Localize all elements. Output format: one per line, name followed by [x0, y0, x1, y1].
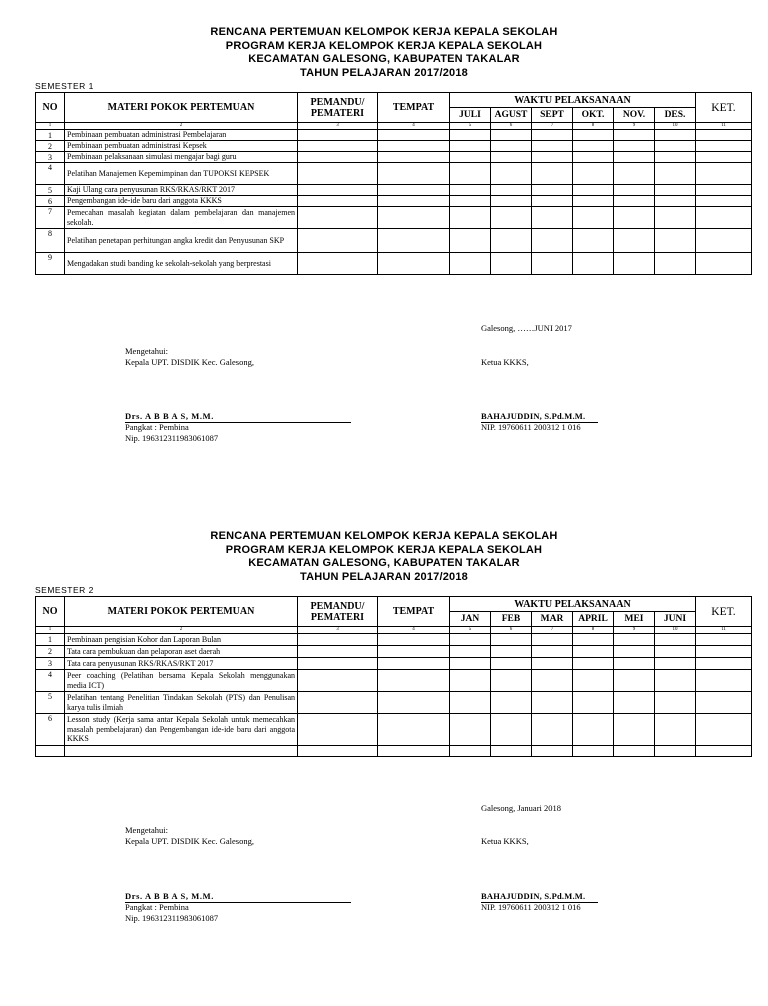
signatory-nip: Nip. 196312311983061087 [125, 913, 219, 923]
header-no: NO [36, 597, 65, 627]
header-ket: KET. [696, 597, 752, 627]
row-materi: Lesson study (Kerja sama antar Kepala Sekolah untuk memecahkan masalah pembelajaran) dan Pengembangan ide-ide baru dari anggota KKKS [65, 714, 298, 746]
signatory-name: BAHAJUDDIN, S.Pd.M.M. [481, 411, 586, 421]
month-header: JAN [450, 612, 491, 627]
row-number: 5 [36, 185, 65, 196]
header-waktu: WAKTU PELAKSANAAN [450, 597, 696, 612]
row-number: 4 [36, 163, 65, 185]
signature-line [125, 422, 351, 423]
title-line-4: TAHUN PELAJARAN 2017/2018 [299, 570, 469, 583]
signatory-name: Drs. A B B A S, M.M. [125, 891, 214, 901]
title-line-3: KECAMATAN GALESONG, KABUPATEN TAKALAR [248, 53, 520, 65]
column-index: 3 [298, 627, 378, 634]
month-header: NOV. [614, 108, 655, 123]
column-index-row [36, 627, 752, 634]
row-number: 3 [36, 658, 65, 670]
column-index: 11 [696, 123, 752, 130]
semester-1-section [0, 26, 768, 443]
column-index: 8 [573, 123, 614, 130]
month-header: AGUST [491, 108, 532, 123]
row-number: 6 [36, 714, 65, 746]
header-no: NO [36, 93, 65, 123]
row-materi: Pembinaan pengisian Kohor dan Laporan Bulan [65, 634, 298, 646]
signature-line [481, 902, 598, 903]
table-row [36, 746, 752, 757]
left-signatory [125, 411, 218, 444]
signatory-rank: Pangkat : Pembina [125, 902, 189, 912]
table-row [36, 163, 752, 185]
column-index: 2 [65, 123, 298, 130]
month-header: DES. [655, 108, 696, 123]
row-number: 4 [36, 670, 65, 692]
chairman-title: Ketua KKKS, [481, 836, 529, 846]
table-row [36, 646, 752, 658]
semester-2-section [0, 530, 768, 923]
month-header: SEPT [532, 108, 573, 123]
acknowledged-label: Mengetahui: [125, 825, 168, 835]
acknowledgement-block [125, 825, 254, 847]
place-date: Galesong, ……JUNI 2017 [481, 323, 572, 333]
row-number: 1 [36, 634, 65, 646]
row-number [36, 746, 65, 757]
table-row [36, 253, 752, 275]
column-index: 9 [614, 627, 655, 634]
column-index: 5 [450, 627, 491, 634]
acknowledgement-block [125, 346, 254, 368]
title-line-1: RENCANA PERTEMUAN KELOMPOK KERJA KEPALA SEKOLAH [210, 26, 558, 38]
header-pemandu: PEMANDU/ PEMATERI [298, 597, 378, 627]
row-materi: Kaji Ulang cara penyusunan RKS/RKAS/RKT 2017 [65, 185, 298, 196]
column-index: 10 [655, 627, 696, 634]
month-header: MAR [532, 612, 573, 627]
left-signatory [125, 891, 218, 924]
month-header: JUNI [655, 612, 696, 627]
header-materi: MATERI POKOK PERTEMUAN [65, 93, 298, 123]
acknowledger-position: Kepala UPT. DISDIK Kec. Galesong, [125, 836, 254, 846]
document-title [0, 530, 768, 584]
table-row [36, 658, 752, 670]
column-index: 4 [378, 627, 450, 634]
meeting-plan-table [35, 596, 752, 757]
chairman-title: Ketua KKKS, [481, 357, 529, 367]
table-row [36, 207, 752, 229]
signatory-name: BAHAJUDDIN, S.Pd.M.M. [481, 891, 586, 901]
row-materi: Pembinaan pembuatan administrasi Kepsek [65, 141, 298, 152]
column-index: 4 [378, 123, 450, 130]
table-row [36, 141, 752, 152]
table-row [36, 130, 752, 141]
table-row [36, 670, 752, 692]
row-materi: Pelatihan penetapan perhitungan angka kredit dan Penyusunan SKP [65, 229, 298, 253]
table-row [36, 185, 752, 196]
row-materi: Pembinaan pembuatan administrasi Pembelajaran [65, 130, 298, 141]
month-header: APRIL [573, 612, 614, 627]
signatory-nip: NIP. 19760611 200312 1 016 [481, 902, 581, 912]
table-row [36, 152, 752, 163]
table-row [36, 692, 752, 714]
semester-label: SEMESTER 1 [35, 81, 94, 91]
row-number: 8 [36, 229, 65, 253]
column-index: 1 [36, 123, 65, 130]
table-row [36, 634, 752, 646]
title-line-2: PROGRAM KERJA KELOMPOK KERJA KEPALA SEKOLAH [225, 543, 543, 556]
header-tempat: TEMPAT [378, 597, 450, 627]
row-number: 2 [36, 141, 65, 152]
table-row [36, 196, 752, 207]
document-title [0, 26, 768, 80]
row-materi: Tata cara pembukuan dan pelaporan aset daerah [65, 646, 298, 658]
header-waktu: WAKTU PELAKSANAAN [450, 93, 696, 108]
month-header: JULI [450, 108, 491, 123]
column-index: 6 [491, 627, 532, 634]
semester-label: SEMESTER 2 [35, 585, 94, 595]
column-index: 7 [532, 123, 573, 130]
column-index: 3 [298, 123, 378, 130]
column-index: 6 [491, 123, 532, 130]
column-index: 9 [614, 123, 655, 130]
meeting-plan-table [35, 92, 752, 275]
month-header: OKT. [573, 108, 614, 123]
table-row [36, 714, 752, 746]
row-number: 5 [36, 692, 65, 714]
signature-line [481, 422, 598, 423]
title-line-1: RENCANA PERTEMUAN KELOMPOK KERJA KEPALA SEKOLAH [210, 530, 558, 542]
row-materi: Tata cara penyusunan RKS/RKAS/RKT 2017 [65, 658, 298, 670]
row-materi: Pembinaan pelaksanaan simulasi mengajar bagi guru [65, 152, 298, 163]
row-materi: Mengadakan studi banding ke sekolah-sekolah yang berprestasi [65, 253, 298, 275]
row-number: 7 [36, 207, 65, 229]
title-line-4: TAHUN PELAJARAN 2017/2018 [299, 66, 469, 79]
header-ket: KET. [696, 93, 752, 123]
row-materi: Pengembangan ide-ide baru dari anggota KKKS [65, 196, 298, 207]
month-header: MEI [614, 612, 655, 627]
column-index: 5 [450, 123, 491, 130]
column-index: 1 [36, 627, 65, 634]
header-pemandu: PEMANDU/ PEMATERI [298, 93, 378, 123]
row-number: 3 [36, 152, 65, 163]
row-number: 6 [36, 196, 65, 207]
header-materi: MATERI POKOK PERTEMUAN [65, 597, 298, 627]
column-index: 8 [573, 627, 614, 634]
row-materi: Pelatihan tentang Penelitian Tindakan Sekolah (PTS) dan Penulisan karya tulis ilmiah [65, 692, 298, 714]
column-index: 7 [532, 627, 573, 634]
signature-line [125, 902, 351, 903]
acknowledger-position: Kepala UPT. DISDIK Kec. Galesong, [125, 357, 254, 367]
column-index: 2 [65, 627, 298, 634]
row-materi: Pelatihan Manajemen Kepemimpinan dan TUPOKSI KEPSEK [65, 163, 298, 185]
column-index: 11 [696, 627, 752, 634]
signatory-name: Drs. A B B A S, M.M. [125, 411, 214, 421]
acknowledged-label: Mengetahui: [125, 346, 168, 356]
row-number: 9 [36, 253, 65, 275]
signatory-nip: Nip. 196312311983061087 [125, 433, 219, 443]
row-number: 2 [36, 646, 65, 658]
column-index: 10 [655, 123, 696, 130]
title-line-2: PROGRAM KERJA KELOMPOK KERJA KEPALA SEKOLAH [225, 39, 543, 52]
row-number: 1 [36, 130, 65, 141]
signatory-nip: NIP. 19760611 200312 1 016 [481, 422, 581, 432]
column-index-row [36, 123, 752, 130]
row-materi [65, 746, 298, 757]
row-materi: Pemecahan masalah kegiatan dalam pembelajaran dan manajemen sekolah. [65, 207, 298, 229]
title-line-3: KECAMATAN GALESONG, KABUPATEN TAKALAR [248, 557, 520, 569]
header-tempat: TEMPAT [378, 93, 450, 123]
signatory-rank: Pangkat : Pembina [125, 422, 189, 432]
row-materi: Peer coaching (Pelatihan bersama Kepala Sekolah menggunakan media ICT) [65, 670, 298, 692]
table-row [36, 229, 752, 253]
place-date: Galesong, Januari 2018 [481, 803, 562, 813]
month-header: FEB [491, 612, 532, 627]
